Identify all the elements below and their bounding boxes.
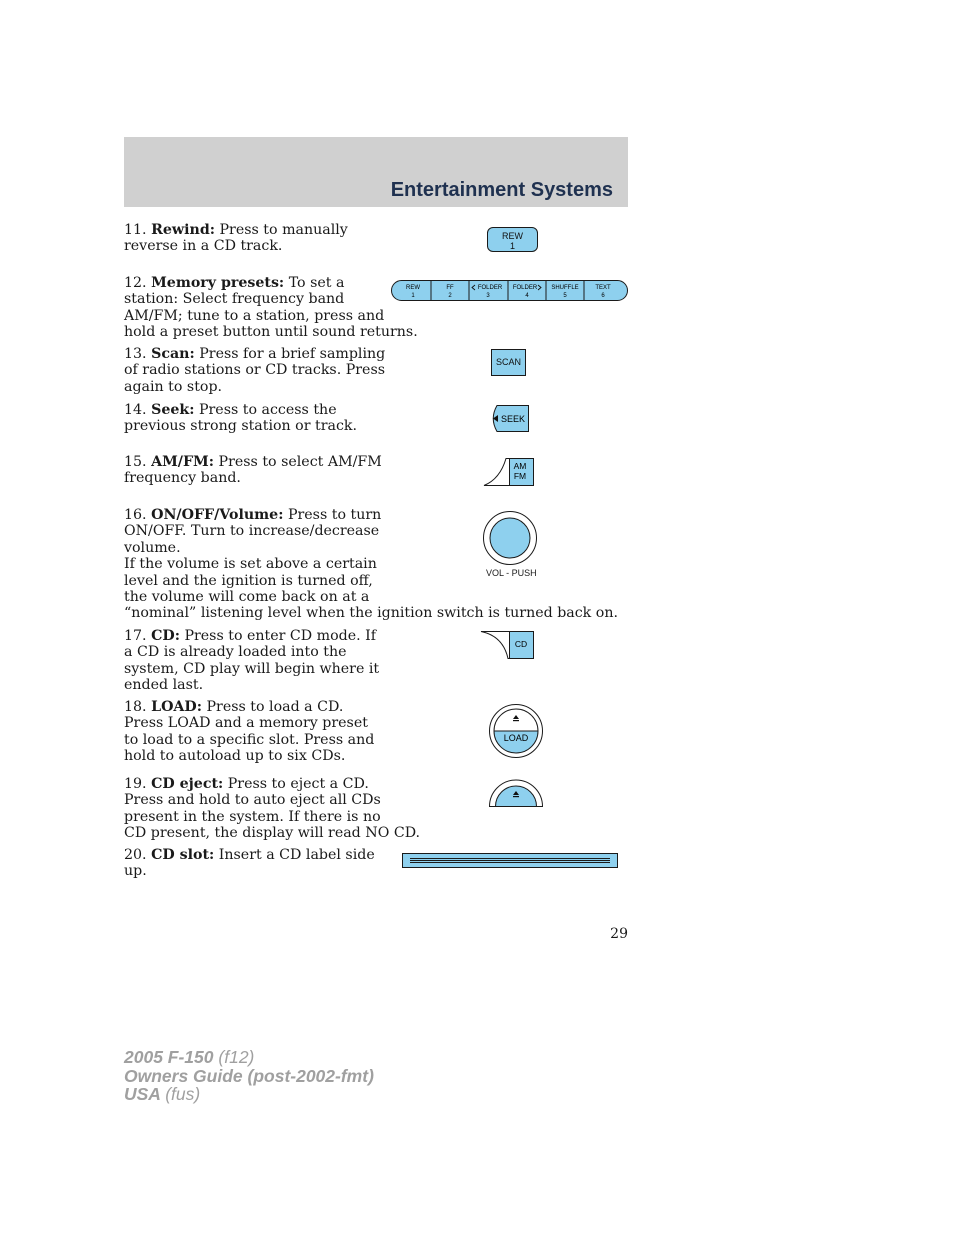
item-cd: 17. CD: Press to enter CD mode. If a CD is already loaded into the system, CD play will begin where it ended last. <box>124 628 380 694</box>
memory-presets-bar <box>391 280 628 302</box>
item-am-fm: 15. AM/FM: Press to select AM/FM frequency band. <box>124 454 382 487</box>
svg-text:FOLDER: FOLDER <box>512 285 538 291</box>
svg-text:6: 6 <box>601 293 605 299</box>
svg-text:4: 4 <box>525 293 529 299</box>
item-scan: 13. Scan: Press for a brief sampling of radio stations or CD tracks. Press again to stop. <box>124 346 386 395</box>
cd-slot <box>402 853 619 869</box>
page-number: 29 <box>610 926 628 942</box>
section-header <box>124 137 628 207</box>
item-rewind: 11. Rewind: Press to manually reverse in a CD track. <box>124 222 348 255</box>
svg-text:REW: REW <box>406 285 420 291</box>
volume-label: VOL - PUSH <box>486 568 537 578</box>
item-cd-slot: 20. CD slot: Insert a CD label side up. <box>124 847 375 880</box>
svg-text:FOLDER: FOLDER <box>477 285 503 291</box>
svg-text:1: 1 <box>411 293 415 299</box>
svg-text:AM: AM <box>513 461 527 471</box>
svg-text:FF: FF <box>446 285 454 291</box>
svg-text:CD: CD <box>514 639 528 649</box>
load-button[interactable] <box>488 703 544 759</box>
section-title: Entertainment Systems <box>390 179 613 201</box>
svg-text:SEEK: SEEK <box>500 414 526 424</box>
document-footer: 2005 F-150 (f12) Owners Guide (post-2002-fmt) USA (fus) <box>124 1047 374 1104</box>
svg-text:FM: FM <box>513 471 527 481</box>
cd-button[interactable] <box>480 630 535 660</box>
am-fm-button[interactable] <box>482 457 535 487</box>
svg-text:2: 2 <box>448 293 452 299</box>
svg-text:5: 5 <box>563 293 567 299</box>
seek-button[interactable] <box>489 405 530 432</box>
item-cd-eject: 19. CD eject: Press to eject a CD. Press and hold to auto eject all CDs present in the system. If there is no CD present, the display will read NO CD. <box>124 776 421 842</box>
volume-knob[interactable] <box>480 509 540 567</box>
svg-text:SHUFFLE: SHUFFLE <box>551 285 579 291</box>
scan-button[interactable]: SCAN <box>491 349 526 376</box>
rew-button[interactable]: REW 1 <box>487 227 538 252</box>
item-load: 18. LOAD: Press to load a CD. Press LOAD and a memory preset to load to a specific slot. Press and hold to autoload up to six CDs. <box>124 699 375 765</box>
eject-button[interactable] <box>488 778 544 808</box>
svg-text:3: 3 <box>486 293 490 299</box>
item-memory-presets: 12. Memory presets: To set a station: Select frequency band AM/FM; tune to a station, press and hold a preset button until sound returns. <box>124 275 418 341</box>
svg-text:TEXT: TEXT <box>595 285 611 291</box>
svg-text:LOAD: LOAD <box>503 733 529 743</box>
item-seek: 14. Seek: Press to access the previous strong station or track. <box>124 402 358 435</box>
item-volume: 16. ON/OFF/Volume: Press to turn ON/OFF. Turn to increase/decrease volume. If the volume is set above a certain level and the ignition is turned off, the volume will come back on at a “nominal” listening level when the ignition switch is turned back on. <box>124 507 618 622</box>
